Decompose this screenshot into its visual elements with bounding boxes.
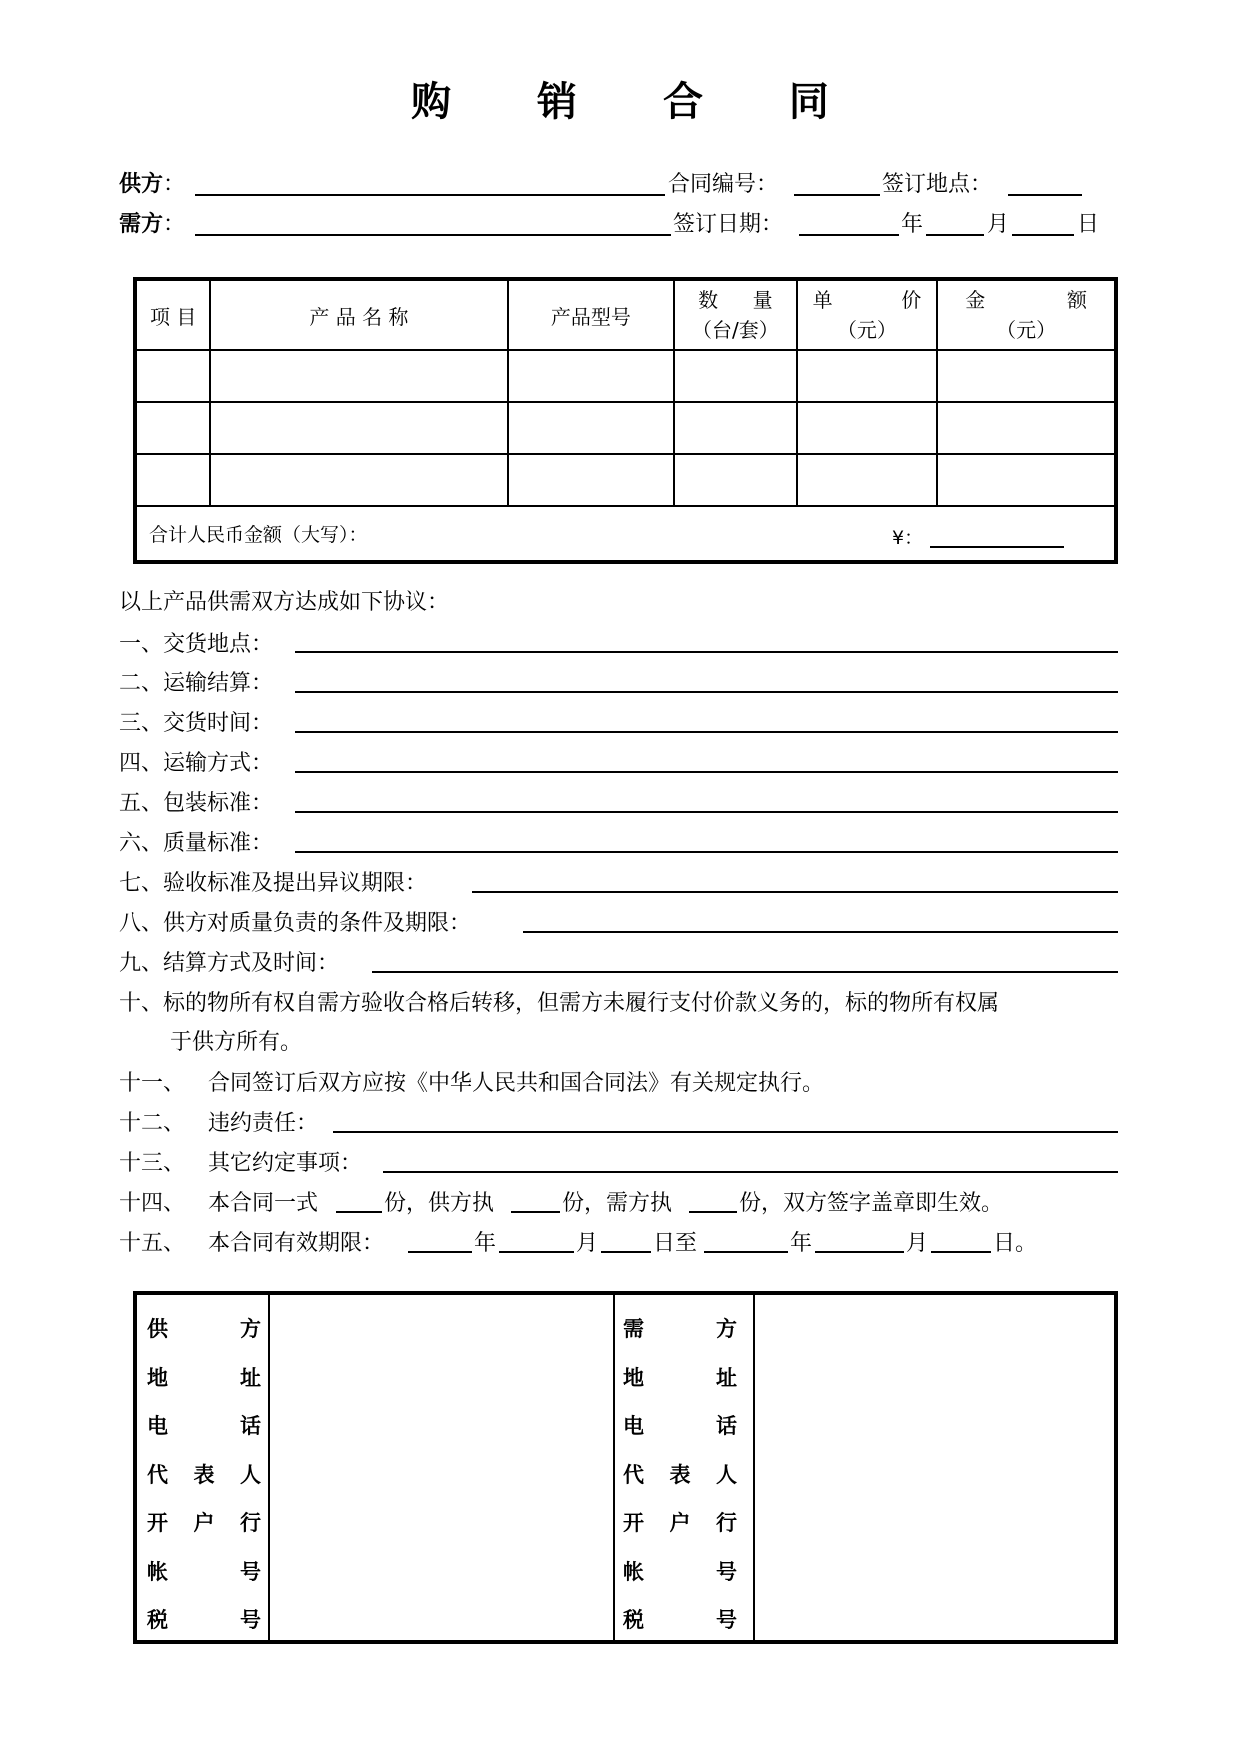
col-model-header: 产品型号 — [508, 279, 675, 350]
clause-10-line1: 十、标的物所有权自需方验收合格后转移，但需方未履行支付价款义务的，标的物所有权属 — [119, 991, 1000, 1016]
divider — [613, 1295, 615, 1640]
clause-7-label: 七、验收标准及提出异议期限： — [119, 871, 428, 896]
sign-date-day-field[interactable] — [1012, 208, 1074, 236]
cell[interactable] — [135, 402, 210, 454]
supplier-field[interactable] — [195, 168, 665, 196]
col-price-header: 单 价 （元） — [797, 279, 938, 350]
buyer-field[interactable] — [195, 208, 671, 236]
supplier-info-label: 开 户 行 — [147, 1511, 261, 1535]
clause-9-label: 九、结算方式及时间： — [119, 951, 340, 976]
sign-date-year-field[interactable] — [799, 208, 899, 236]
yen-label: ¥： — [892, 527, 924, 549]
supplier-info-label: 供 方 — [147, 1317, 261, 1341]
cell[interactable] — [508, 402, 675, 454]
clauses-intro: 以上产品供需双方达成如下协议： — [119, 590, 450, 615]
total-row — [135, 506, 1116, 562]
buyer-info-label: 电 话 — [623, 1414, 737, 1438]
col-product-name-header: 产 品 名 称 — [210, 279, 507, 350]
cell[interactable] — [937, 454, 1116, 506]
month-label: 月 — [987, 212, 1010, 237]
clause-13-label: 其它约定事项： — [208, 1151, 363, 1176]
table-row — [135, 402, 1116, 454]
contract-no-field[interactable] — [794, 168, 880, 196]
clause-3-field[interactable] — [295, 705, 1118, 733]
month-label: 月 — [576, 1231, 599, 1256]
cell[interactable] — [674, 402, 796, 454]
valid-to-day-field[interactable] — [931, 1225, 991, 1253]
clause-2-field[interactable] — [295, 665, 1118, 693]
clause-15-number: 十五、 — [119, 1231, 186, 1256]
clause-14-text-b: 份，供方执 — [384, 1191, 495, 1216]
cell[interactable] — [937, 350, 1116, 402]
copies-supplier-field[interactable] — [511, 1185, 560, 1213]
clause-12-label: 违约责任： — [208, 1111, 319, 1136]
day-end-label: 日。 — [993, 1231, 1038, 1256]
clause-11-number: 十一、 — [119, 1071, 186, 1096]
clause-4-field[interactable] — [295, 745, 1118, 773]
clause-6-label: 六、质量标准： — [119, 831, 274, 856]
clause-8-field[interactable] — [523, 905, 1118, 933]
col-qty-header: 数 量 （台/套） — [674, 279, 796, 350]
clause-14-text-c: 份，需方执 — [562, 1191, 673, 1216]
day-label: 日 — [1077, 212, 1100, 237]
supplier-info-fill-area[interactable] — [270, 1295, 611, 1640]
clause-13-number: 十三、 — [119, 1151, 186, 1176]
supplier-info-label: 地 址 — [147, 1365, 261, 1390]
day-to-label: 日至 — [653, 1231, 698, 1256]
cell[interactable] — [937, 402, 1116, 454]
copies-total-field[interactable] — [336, 1185, 382, 1213]
valid-to-month-field[interactable] — [815, 1225, 904, 1253]
buyer-label: 需方： — [119, 212, 186, 237]
buyer-info-label: 开 户 行 — [623, 1511, 737, 1535]
buyer-info-fill-area[interactable] — [755, 1295, 1114, 1640]
sign-date-month-field[interactable] — [926, 208, 984, 236]
cell[interactable] — [508, 454, 675, 506]
signature-table — [133, 1291, 1118, 1644]
table-row — [135, 350, 1116, 402]
supplier-info-label: 税 号 — [147, 1608, 261, 1632]
col-amount-header: 金 额 （元） — [937, 279, 1116, 350]
buyer-info-label: 税 号 — [623, 1608, 737, 1632]
yen-amount-field[interactable] — [930, 546, 1064, 548]
contract-no-label: 合同编号： — [668, 172, 779, 197]
cell[interactable] — [135, 454, 210, 506]
buyer-info-label: 需 方 — [623, 1317, 737, 1341]
valid-to-year-field[interactable] — [704, 1225, 788, 1253]
copies-buyer-field[interactable] — [689, 1185, 737, 1213]
sign-place-label: 签订地点： — [882, 172, 993, 197]
table-row — [135, 454, 1116, 506]
month-label: 月 — [906, 1231, 929, 1256]
year-label: 年 — [901, 212, 924, 237]
clause-6-field[interactable] — [295, 825, 1118, 853]
valid-from-month-field[interactable] — [499, 1225, 574, 1253]
buyer-info-label: 地 址 — [623, 1365, 737, 1390]
cell[interactable] — [210, 454, 507, 506]
buyer-info-label: 代 表 人 — [623, 1462, 737, 1487]
clause-14-text-d: 份，双方签字盖章即生效。 — [739, 1191, 1004, 1216]
cell[interactable] — [797, 454, 938, 506]
cell[interactable] — [210, 350, 507, 402]
valid-from-day-field[interactable] — [601, 1225, 651, 1253]
cell[interactable] — [797, 350, 938, 402]
supplier-info-label: 代 表 人 — [147, 1462, 261, 1487]
supplier-label: 供方： — [119, 172, 186, 197]
buyer-info-label: 帐 号 — [623, 1559, 737, 1584]
table-header-row — [135, 279, 1116, 350]
cell[interactable] — [674, 350, 796, 402]
sign-date-label: 签订日期： — [673, 212, 784, 237]
col-item-header: 项 目 — [135, 279, 210, 350]
cell[interactable] — [210, 402, 507, 454]
clause-13-field[interactable] — [383, 1145, 1118, 1173]
product-table — [133, 277, 1118, 564]
clause-9-field[interactable] — [372, 945, 1118, 973]
clause-2-label: 二、运输结算： — [119, 671, 274, 696]
clause-14-number: 十四、 — [119, 1191, 186, 1216]
clause-8-label: 八、供方对质量负责的条件及期限： — [119, 911, 472, 936]
clause-15-label: 本合同有效期限： — [208, 1231, 385, 1256]
clause-5-field[interactable] — [295, 785, 1118, 813]
year-label: 年 — [474, 1231, 497, 1256]
clause-3-label: 三、交货时间： — [119, 711, 274, 736]
clause-1-field[interactable] — [295, 625, 1118, 653]
cell[interactable] — [674, 454, 796, 506]
total-label: 合计人民币金额（大写）： — [149, 524, 368, 546]
cell[interactable] — [135, 350, 210, 402]
clause-4-label: 四、运输方式： — [119, 751, 274, 776]
cell[interactable] — [508, 350, 675, 402]
supplier-info-label: 电 话 — [147, 1414, 261, 1438]
clause-1-label: 一、交货地点： — [119, 632, 274, 657]
clause-12-number: 十二、 — [119, 1111, 186, 1136]
clause-7-field[interactable] — [472, 865, 1118, 893]
supplier-info-label: 帐 号 — [147, 1559, 261, 1584]
clause-14-text-a: 本合同一式 — [208, 1191, 319, 1216]
clause-5-label: 五、包装标准： — [119, 791, 274, 816]
cell[interactable] — [797, 402, 938, 454]
valid-from-year-field[interactable] — [408, 1225, 472, 1253]
clause-11-text: 合同签订后双方应按《中华人民共和国合同法》有关规定执行。 — [208, 1071, 825, 1096]
clause-12-field[interactable] — [333, 1105, 1118, 1133]
sign-place-field[interactable] — [1008, 168, 1082, 196]
clause-10-line2: 于供方所有。 — [170, 1030, 303, 1055]
year-label: 年 — [790, 1231, 813, 1256]
document-title: 购 销 合 同 — [411, 79, 865, 125]
